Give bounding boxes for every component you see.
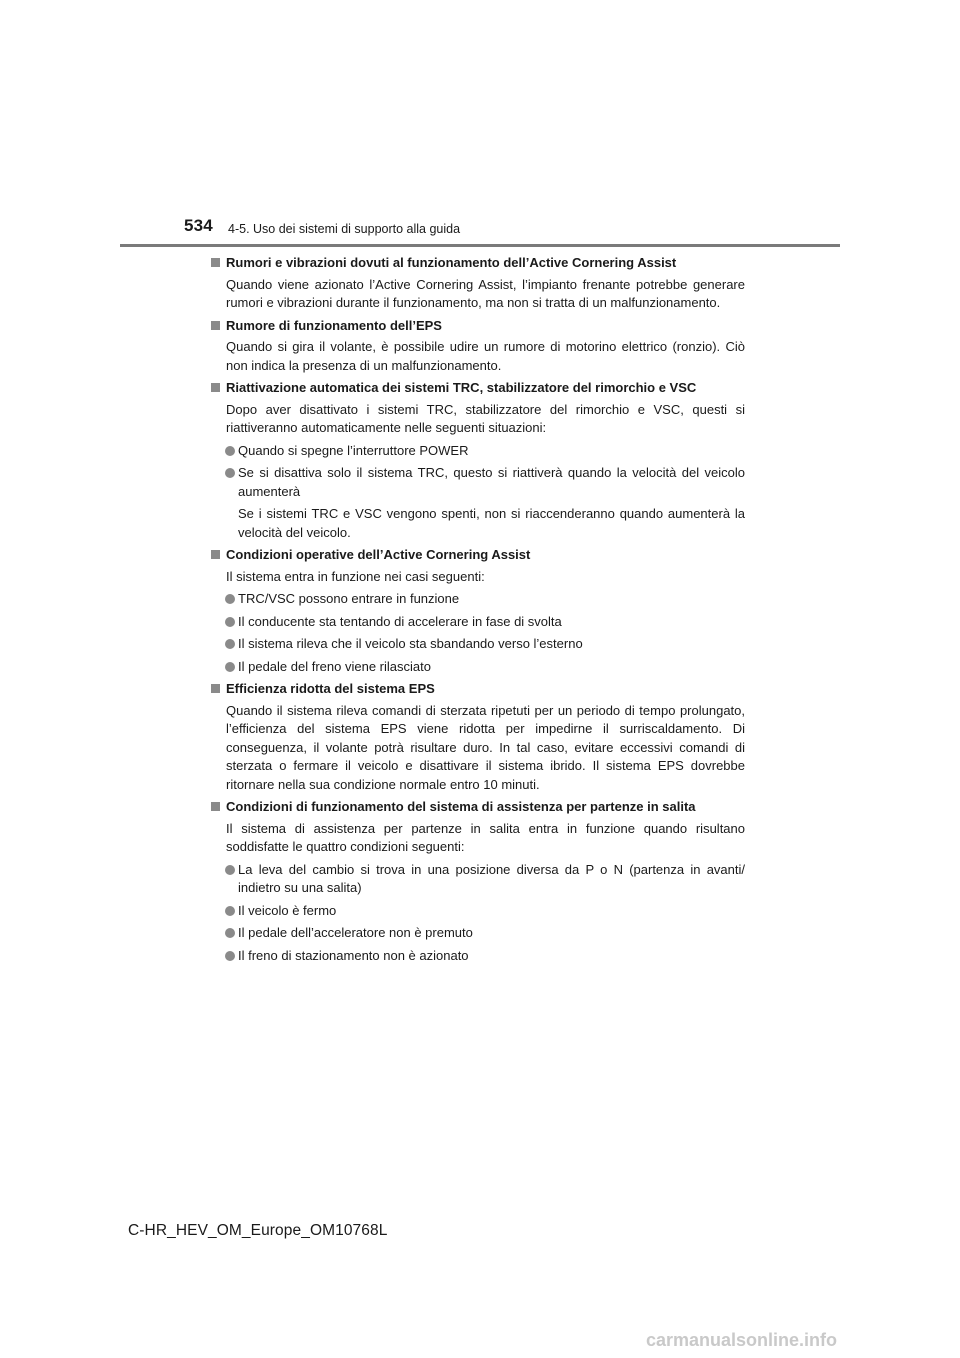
footer-doc-code: C-HR_HEV_OM_Europe_OM10768L [128,1222,388,1239]
list-item [211,902,745,921]
circle-bullet-icon [225,951,235,961]
section-heading-text: Condizioni di funzionamento del sistema di assistenza per partenze in salita [226,799,696,814]
square-bullet-icon [211,802,220,811]
circle-bullet-icon [225,617,235,627]
circle-bullet-icon [225,662,235,672]
section-paragraph: Il sistema di assistenza per partenze in salita entra in funzione quando risultano soddisfatte le quattro condizioni seguenti: [226,820,745,854]
list-item [211,924,745,943]
section-paragraph: Quando si gira il volante, è possibile udire un rumore di motorino elettrico (ronzio). Ciò non indica la presenza di un malfunzionamento. [226,339,745,373]
section-paragraph: Quando viene azionato l’Active Cornering Assist, l’impianto frenante potrebbe generare rumori e vibrazioni durante il funzionamento, ma non si tratta di un malfunzionamento. [226,276,745,310]
circle-bullet-icon [225,594,235,604]
list-item-text: Il pedale del freno viene rilasciato [238,658,431,674]
list-item-text: Se si disattiva solo il sistema TRC, questo si riattiverà quando la velocità del veicolo aumenterà [238,465,745,499]
section-heading-text: Rumore di funzionamento dell’EPS [226,317,442,333]
section-heading-text: Condizioni operative dell’Active Cornering Assist [226,547,531,562]
circle-bullet-icon [225,446,235,456]
list-item-text: Il conducente sta tentando di accelerare in fase di svolta [238,613,562,629]
watermark: carmanualsonline.info [646,1330,838,1350]
list-item-text: La leva del cambio si trova in una posizione diversa da P o N (partenza in avanti/ indietro su una salita) [238,861,745,895]
square-bullet-icon [211,258,220,267]
list-item-text: Il freno di stazionamento non è azionato [238,947,469,963]
circle-bullet-icon [225,468,235,478]
list-item [211,442,745,461]
list-item [211,947,745,966]
list-note: Se i sistemi TRC e VSC vengono spenti, non si riaccenderanno quando aumenterà la velocità del veicolo. [238,506,745,540]
section-heading [211,798,745,817]
section-heading [211,317,745,336]
page-number: 534 [184,216,213,235]
section-paragraph: Quando il sistema rileva comandi di sterzata ripetuti per un periodo di tempo prolungato, l’efficienza del sistema EPS viene ridotta per impedirne il surriscaldamento. Di conseguenza, il volante potrà risultare duro. In tal caso, evitare eccessivi comandi di sterzata o fermare il veicolo e disattivare il sistema ibrido. Il sistema EPS dovrebbe ritornare nella sua condizione normale entro 10 minuti. [226,702,745,792]
circle-bullet-icon [225,639,235,649]
square-bullet-icon [211,383,220,392]
section-heading-text: Rumori e vibrazioni dovuti al funzionamento dell’Active Cornering Assist [226,255,677,270]
list-item [211,590,745,609]
circle-bullet-icon [225,906,235,916]
section-paragraph: Dopo aver disattivato i sistemi TRC, stabilizzatore del rimorchio e VSC, questi si riattiveranno automaticamente nelle seguenti situazioni: [226,401,745,435]
section-title: 4-5. Uso dei sistemi di supporto alla guida [228,222,461,236]
section-heading [211,254,745,273]
main-content [211,254,745,969]
section-heading [211,546,745,565]
circle-bullet-icon [225,865,235,875]
list-item [211,635,745,654]
section-heading [211,680,745,699]
list-item-text: TRC/VSC possono entrare in funzione [238,591,460,606]
section-paragraph: Il sistema entra in funzione nei casi seguenti: [226,568,485,584]
list-item [211,464,745,501]
square-bullet-icon [211,321,220,330]
header-rule [120,244,840,247]
square-bullet-icon [211,684,220,693]
list-item [211,658,745,677]
list-item [211,613,745,632]
list-item-text: Quando si spegne l’interruttore POWER [238,442,469,458]
list-item [211,861,745,898]
list-item-text: Il veicolo è fermo [238,902,337,918]
list-item-text: Il sistema rileva che il veicolo sta sbandando verso l’esterno [238,636,583,651]
section-heading-text: Riattivazione automatica dei sistemi TRC, stabilizzatore del rimorchio e VSC [226,380,697,395]
list-item-text: Il pedale dell’acceleratore non è premuto [238,925,473,940]
section-heading [211,379,745,398]
square-bullet-icon [211,550,220,559]
circle-bullet-icon [225,928,235,938]
section-heading-text: Efficienza ridotta del sistema EPS [226,681,435,696]
